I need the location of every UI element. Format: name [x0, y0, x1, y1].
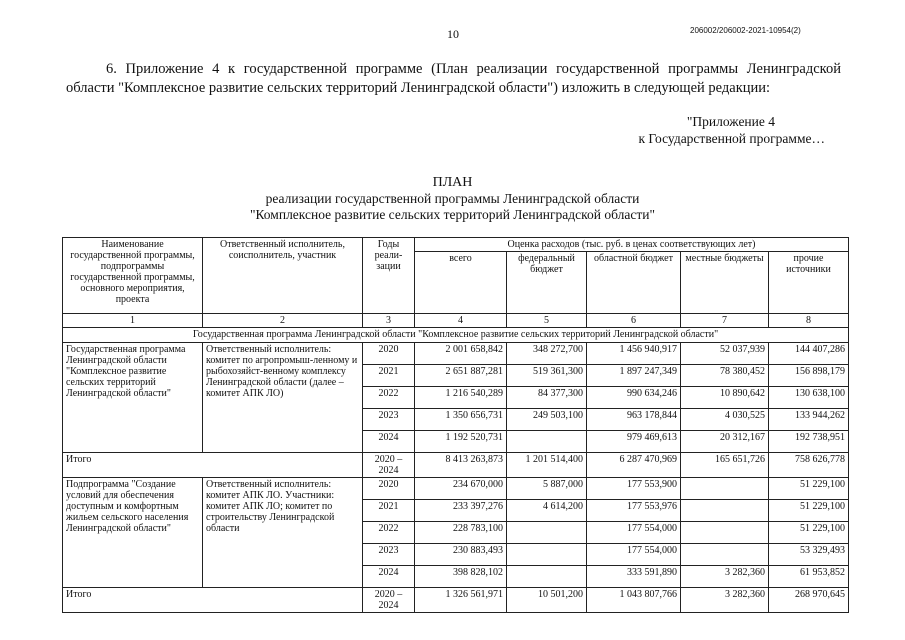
- year-cell: 2020 – 2024: [363, 588, 415, 613]
- federal-cell: [507, 431, 587, 453]
- local-cell: 20 312,167: [681, 431, 769, 453]
- block2-name: Подпрограмма "Создание условий для обеспечения доступным и комфортным жильем сельского населения Ленинградской области": [63, 478, 203, 588]
- total-label: Итого: [63, 588, 363, 613]
- program-title-row: [63, 328, 849, 343]
- appendix-line-2: к Государственной программе…: [638, 131, 825, 146]
- total-cell: 1 192 520,731: [415, 431, 507, 453]
- year-cell: 2021: [363, 500, 415, 522]
- total-cell: 1 216 540,289: [415, 387, 507, 409]
- local-cell: [681, 544, 769, 566]
- local-cell: 3 282,360: [681, 566, 769, 588]
- regional-cell: 6 287 470,969: [587, 453, 681, 478]
- header-name: Наименование государственной программы, подпрограммы государственной программы, основного мероприятия, проекта: [63, 238, 203, 314]
- plan-title: ПЛАН: [432, 175, 473, 190]
- other-cell: 61 953,852: [769, 566, 849, 588]
- federal-cell: [507, 566, 587, 588]
- local-cell: [681, 478, 769, 500]
- other-cell: 133 944,262: [769, 409, 849, 431]
- federal-cell: 249 503,100: [507, 409, 587, 431]
- col-num: 2: [203, 314, 363, 328]
- other-cell: 53 329,493: [769, 544, 849, 566]
- federal-cell: 519 361,300: [507, 365, 587, 387]
- col-num: 7: [681, 314, 769, 328]
- year-cell: 2023: [363, 544, 415, 566]
- total-cell: 2 651 887,281: [415, 365, 507, 387]
- regional-cell: 177 554,000: [587, 522, 681, 544]
- total-cell: 233 397,276: [415, 500, 507, 522]
- year-cell: 2020: [363, 478, 415, 500]
- regional-cell: 979 469,613: [587, 431, 681, 453]
- regional-cell: 990 634,246: [587, 387, 681, 409]
- table-row: [63, 343, 849, 365]
- total-cell: 228 783,100: [415, 522, 507, 544]
- total-cell: 2 001 658,842: [415, 343, 507, 365]
- plan-subtitle-2: "Комплексное развитие сельских территорий Ленинградской области": [249, 207, 656, 222]
- total-row: [63, 453, 849, 478]
- header-regional: областной бюджет: [587, 252, 681, 314]
- regional-cell: 177 553,976: [587, 500, 681, 522]
- program-title: Государственная программа Ленинградской области "Комплексное развитие сельских территорий Ленинградской области": [63, 328, 849, 343]
- header-years: Годы реали-зации: [363, 238, 415, 314]
- local-cell: 4 030,525: [681, 409, 769, 431]
- header-row: [63, 238, 849, 252]
- other-cell: 51 229,100: [769, 500, 849, 522]
- federal-cell: 5 887,000: [507, 478, 587, 500]
- other-cell: 51 229,100: [769, 478, 849, 500]
- other-cell: 51 229,100: [769, 522, 849, 544]
- other-cell: 758 626,778: [769, 453, 849, 478]
- header-federal: федеральный бюджет: [507, 252, 587, 314]
- regional-cell: 177 553,900: [587, 478, 681, 500]
- regional-cell: 963 178,844: [587, 409, 681, 431]
- federal-cell: 84 377,300: [507, 387, 587, 409]
- header-executor: Ответственный исполнитель, соисполнитель, участник: [203, 238, 363, 314]
- local-cell: 52 037,939: [681, 343, 769, 365]
- col-num: 8: [769, 314, 849, 328]
- regional-cell: 1 897 247,349: [587, 365, 681, 387]
- year-cell: 2024: [363, 566, 415, 588]
- regional-cell: 1 043 807,766: [587, 588, 681, 613]
- local-cell: 165 651,726: [681, 453, 769, 478]
- total-cell: 8 413 263,873: [415, 453, 507, 478]
- plan-table: [62, 237, 849, 613]
- other-cell: 156 898,179: [769, 365, 849, 387]
- col-num: 5: [507, 314, 587, 328]
- other-cell: 144 407,286: [769, 343, 849, 365]
- other-cell: 192 738,951: [769, 431, 849, 453]
- total-cell: 1 326 561,971: [415, 588, 507, 613]
- appendix-reference: [525, 113, 825, 147]
- col-num: 4: [415, 314, 507, 328]
- table-row: [63, 478, 849, 500]
- regional-cell: 177 554,000: [587, 544, 681, 566]
- plan-subtitle-1: реализации государственной программы Ленинградской области: [265, 191, 640, 206]
- document-code: 206002/206002-2021-10954(2): [690, 26, 801, 35]
- year-cell: 2020 – 2024: [363, 453, 415, 478]
- local-cell: 3 282,360: [681, 588, 769, 613]
- page-number: 10: [447, 27, 459, 41]
- year-cell: 2021: [363, 365, 415, 387]
- other-cell: 268 970,645: [769, 588, 849, 613]
- local-cell: [681, 522, 769, 544]
- column-number-row: [63, 314, 849, 328]
- other-cell: 130 638,100: [769, 387, 849, 409]
- intro-paragraph: 6. Приложение 4 к государственной программе (План реализации государственной программы Ленинградской области "Комплексное развитие сельских территорий Ленинградской области") изложить в следующей редакции:: [66, 61, 841, 96]
- block2-executor: Ответственный исполнитель: комитет АПК ЛО. Участники: комитет АПК ЛО; комитет по строительству Ленинградской области: [203, 478, 363, 588]
- total-row: [63, 588, 849, 613]
- appendix-line-1: "Приложение 4: [686, 114, 775, 129]
- plan-heading: [0, 175, 905, 223]
- block1-name: Государственная программа Ленинградской области "Комплексное развитие сельских территорий Ленинградской области": [63, 343, 203, 453]
- col-num: 6: [587, 314, 681, 328]
- federal-cell: 1 201 514,400: [507, 453, 587, 478]
- federal-cell: [507, 544, 587, 566]
- header-costs: Оценка расходов (тыс. руб. в ценах соответствующих лет): [415, 238, 849, 252]
- federal-cell: 10 501,200: [507, 588, 587, 613]
- col-num: 3: [363, 314, 415, 328]
- header-total: всего: [415, 252, 507, 314]
- year-cell: 2022: [363, 387, 415, 409]
- year-cell: 2020: [363, 343, 415, 365]
- regional-cell: 1 456 940,917: [587, 343, 681, 365]
- local-cell: [681, 500, 769, 522]
- year-cell: 2022: [363, 522, 415, 544]
- year-cell: 2024: [363, 431, 415, 453]
- col-num: 1: [63, 314, 203, 328]
- total-cell: 230 883,493: [415, 544, 507, 566]
- year-cell: 2023: [363, 409, 415, 431]
- federal-cell: [507, 522, 587, 544]
- header-local: местные бюджеты: [681, 252, 769, 314]
- total-cell: 234 670,000: [415, 478, 507, 500]
- total-cell: 398 828,102: [415, 566, 507, 588]
- federal-cell: 4 614,200: [507, 500, 587, 522]
- total-label: Итого: [63, 453, 363, 478]
- total-cell: 1 350 656,731: [415, 409, 507, 431]
- header-other: прочие источники: [769, 252, 849, 314]
- regional-cell: 333 591,890: [587, 566, 681, 588]
- block1-executor: Ответственный исполнитель: комитет по агропромыш-ленному и рыбохозяйст-венному комплексу Ленинградской области (далее – комитет АПК ЛО): [203, 343, 363, 453]
- local-cell: 10 890,642: [681, 387, 769, 409]
- local-cell: 78 380,452: [681, 365, 769, 387]
- federal-cell: 348 272,700: [507, 343, 587, 365]
